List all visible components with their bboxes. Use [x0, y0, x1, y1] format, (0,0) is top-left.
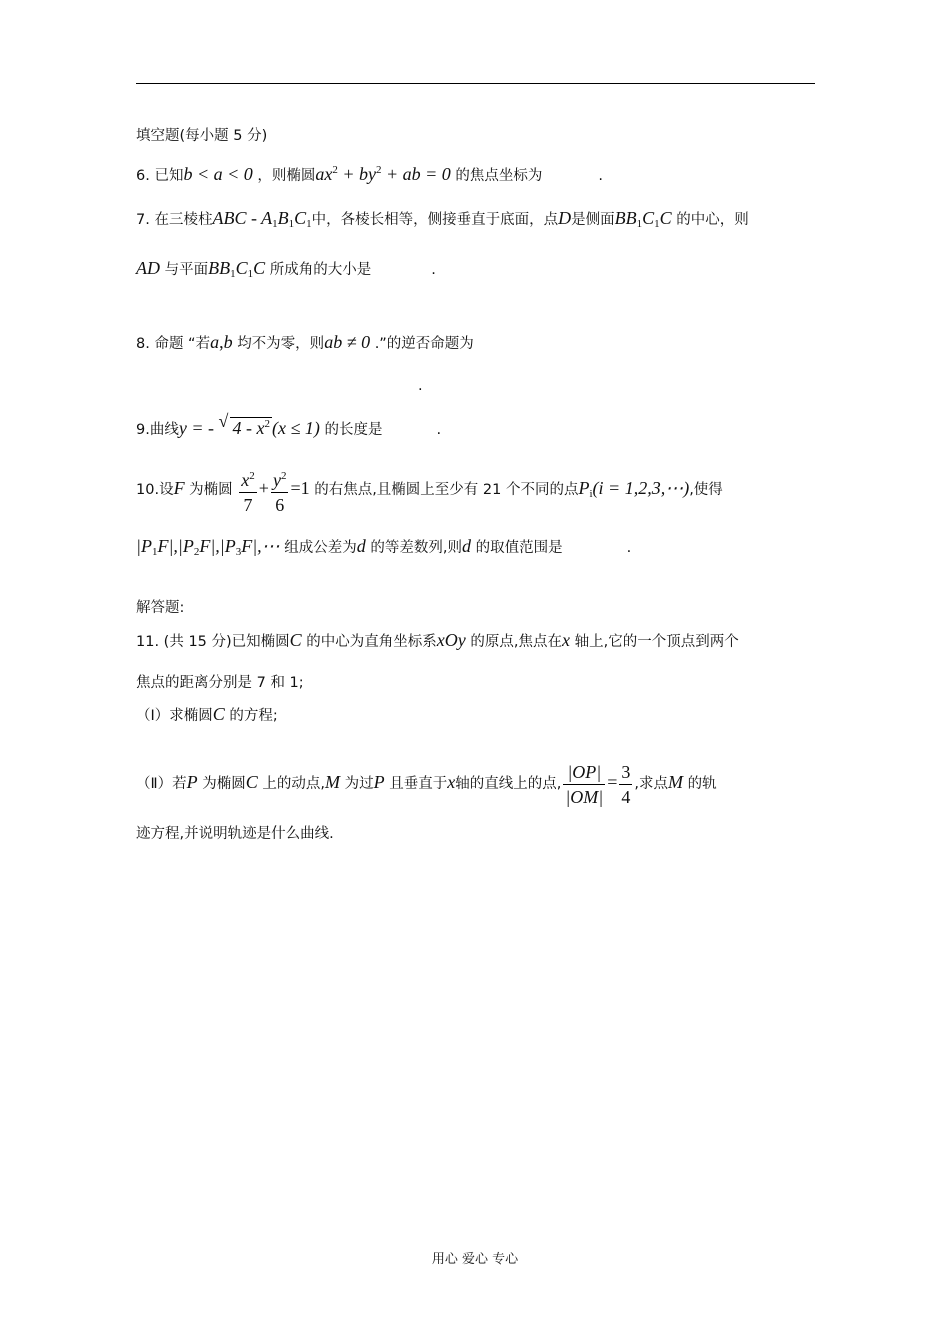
question-10: 10.设F 为椭圆 $\frac{x^2}{7}$ + $\frac{y^2}{6}$ =1 的右焦点,且椭圆上至少有 21 个不同的点$P_i(i$ = 1,2,3,⋯),使得	[136, 458, 723, 524]
question-8-blank: .	[418, 378, 423, 394]
section-answer-title: 解答题:	[136, 600, 185, 616]
question-11-part1: （Ⅰ）求椭圆C 的方程;	[136, 704, 278, 724]
math-prism: ABC - $A_1B_1C_1$	[212, 208, 312, 230]
math-frac-y: $\frac{y^2}{6}$	[271, 464, 289, 517]
page-footer: 用心 爱心 专心	[431, 1252, 519, 1267]
question-6: 6. 已知b < a < 0 ，则椭圆$ax^2 + by^2$ + ab = 0 的焦点坐标为 .	[136, 164, 604, 184]
question-11-part2: （Ⅱ）若P 为椭圆C 上的动点,M 为过P 且垂直于x轴的直线上的点, $\frac{|OP|}{|OM|}$ = $\frac{3}{4}$ ,求点M 的轨	[136, 761, 717, 807]
math-ab-nonzero: ab ≠ 0	[324, 332, 371, 352]
math-face: $BB_1C_1C$	[614, 208, 672, 230]
question-11: 11. (共 15 分)已知椭圆C 的中心为直角坐标系xOy 的原点,焦点在x 轴上,它的一个顶点到两个	[136, 630, 739, 650]
math-frac-op-om: $\frac{|OP|}{|OM|}$	[565, 761, 604, 807]
section-fill-title: 填空题(每小题 5 分)	[136, 128, 268, 144]
math-points: $P_i(i$ = 1,2,3,⋯)	[578, 478, 690, 500]
math-frac-x: $\frac{x^2}{7}$	[239, 464, 257, 517]
math-plane: $BB_1C_1C$	[208, 258, 266, 280]
question-7: 7. 在三棱柱ABC - $A_1B_1C_1$中，各棱长相等，侧接垂直于底面，点D是侧面$BB_1C_1C$ 的中心，则	[136, 208, 749, 230]
question-11-part2-cont: 迹方程,并说明轨迹是什么曲线.	[136, 826, 334, 842]
math-frac-3-4: $\frac{3}{4}$	[621, 761, 631, 807]
question-11-cont: 焦点的距离分别是 7 和 1;	[136, 675, 304, 691]
math-curve: y = - √ $4 - x^2$ (x ≤ 1)	[179, 418, 320, 438]
question-10-cont: $|P_1F|,|P_2F|,|P_3F|,\cdots$ 组成公差为d 的等差数列,则d 的取值范围是 .	[136, 536, 632, 558]
math-ellipse-eq: $ax^2 + by^2$ + ab = 0	[315, 164, 451, 184]
question-9: 9.曲线y = - √ $4 - x^2$ (x ≤ 1) 的长度是 .	[136, 414, 441, 440]
header-rule	[136, 83, 815, 84]
question-8: 8. 命题 “若a,b 均不为零，则ab ≠ 0 .”的逆否命题为	[136, 332, 474, 352]
question-7-cont: AD 与平面$BB_1C_1C$ 所成角的大小是 .	[136, 258, 436, 280]
math-distances: $|P_1F|,|P_2F|,|P_3F|,\cdots$	[136, 536, 280, 558]
math-condition: b < a < 0	[183, 164, 253, 184]
